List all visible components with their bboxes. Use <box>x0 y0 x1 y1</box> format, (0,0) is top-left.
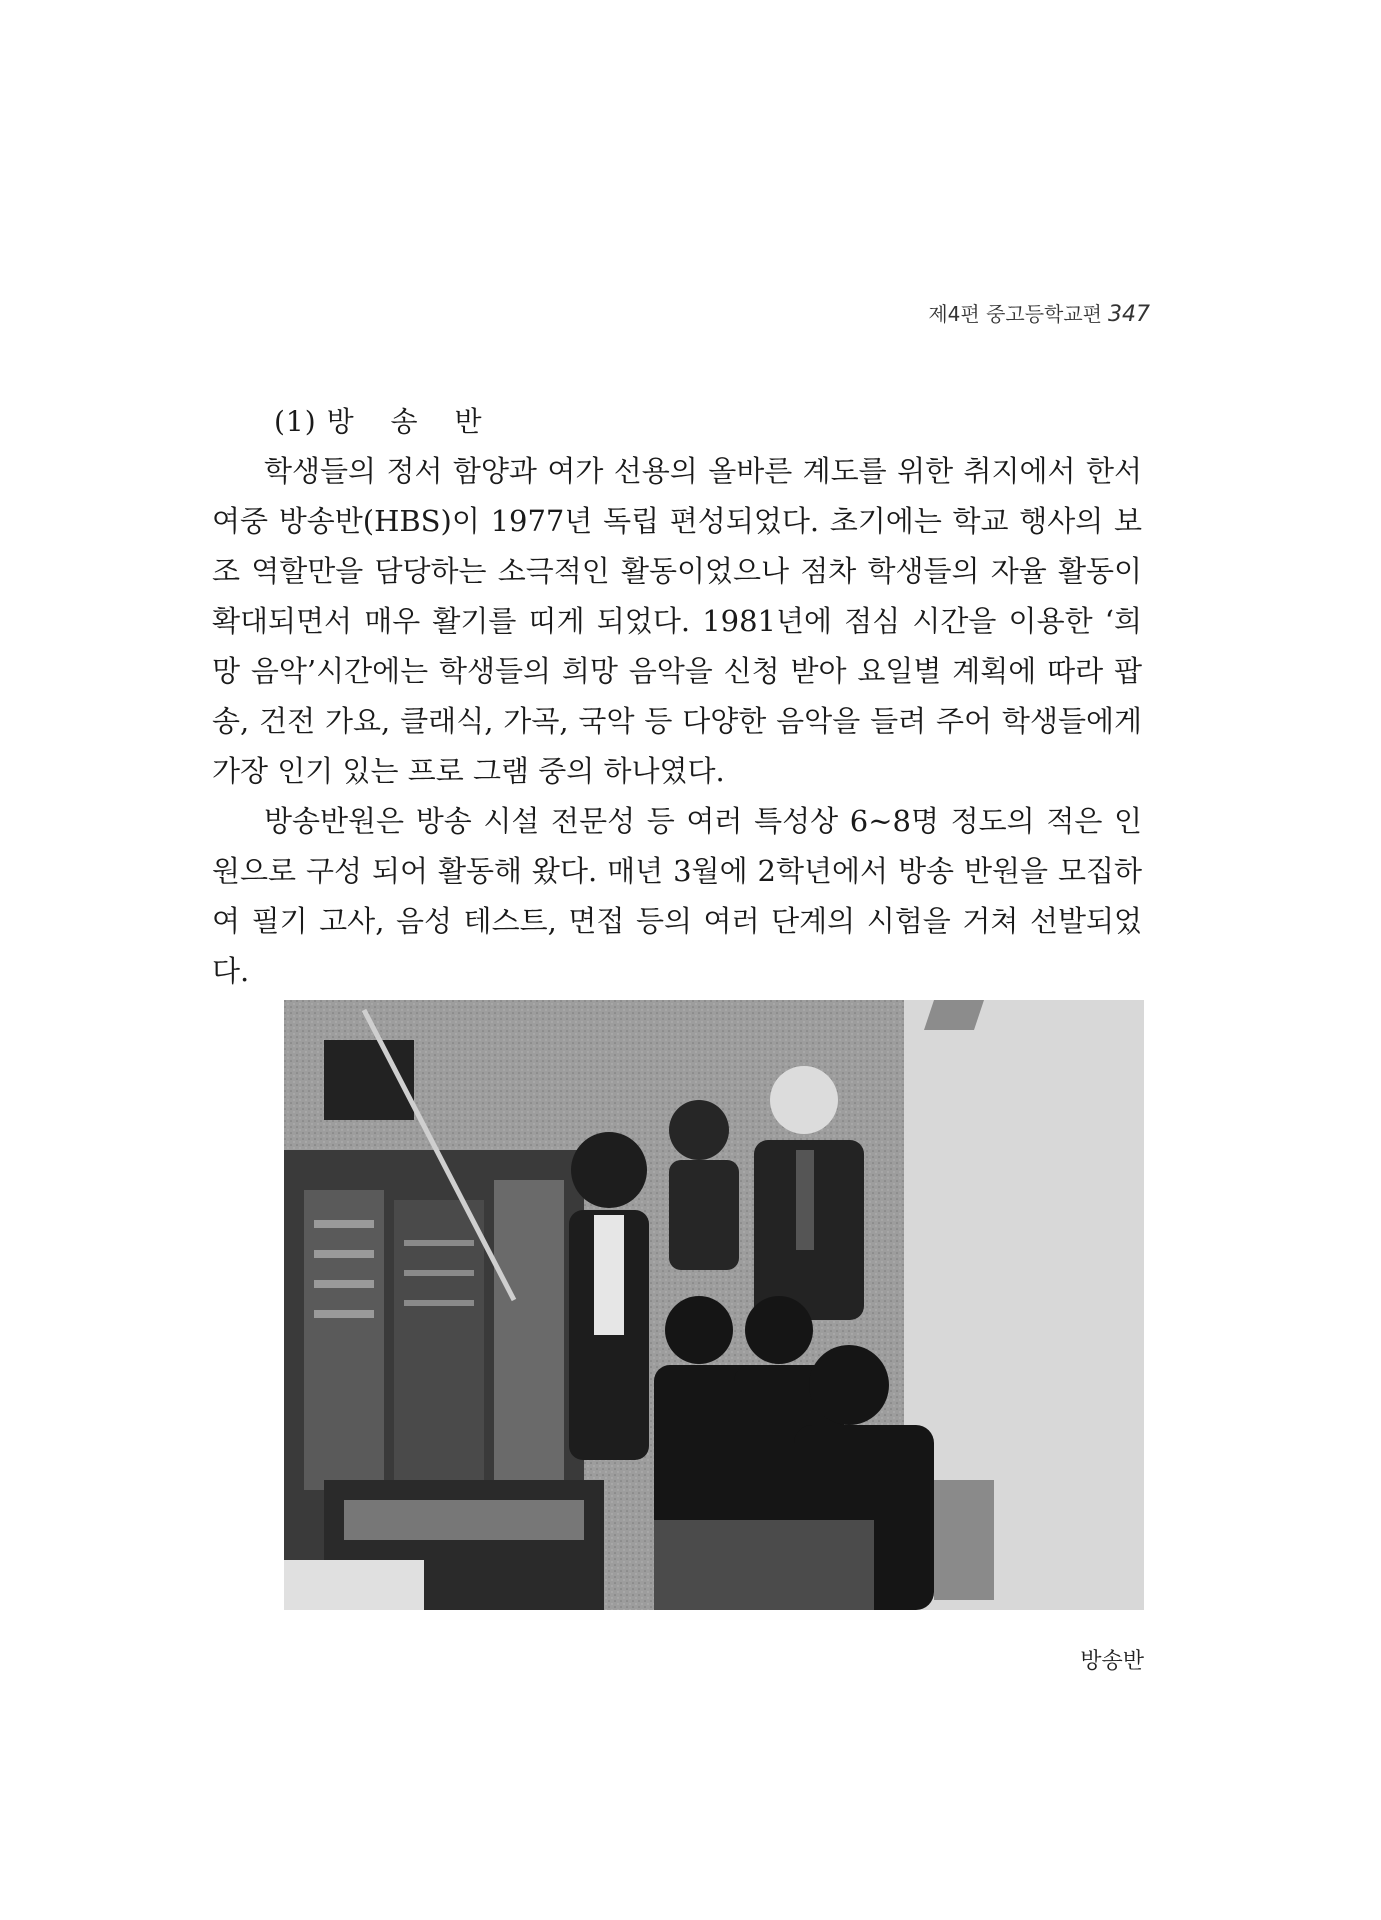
section-title: 방 송 반 <box>326 405 496 438</box>
standing-student-2 <box>669 1100 739 1270</box>
photo-illustration <box>284 1000 1144 1610</box>
section-heading <box>274 400 496 440</box>
paragraph-2: 방송반원은 방송 시설 전문성 등 여러 특성상 6~8명 정도의 적은 인원으로 구성 되어 활동해 왔다. 매년 3월에 2학년에서 방송 반원을 모집하여 필기 고사, 음성 테스트, 면접 등의 여러 단계의 시험을 거쳐 선발되었다. <box>212 804 1142 988</box>
mixing-console <box>284 1480 604 1610</box>
plaid-skirt <box>654 1520 874 1610</box>
chair <box>934 1480 994 1600</box>
section-number: (1) <box>274 405 317 438</box>
standing-student <box>569 1132 649 1460</box>
page-number: 347 <box>1108 302 1150 327</box>
body-text <box>212 446 1142 996</box>
running-title: 제4편 중고등학교편 <box>928 302 1102 326</box>
broadcast-club-photo <box>284 1000 1144 1610</box>
scan-mark <box>924 1000 984 1030</box>
figure-caption: 방송반 <box>1080 1649 1144 1674</box>
paragraph-1: 학생들의 정서 함양과 여가 선용의 올바른 계도를 위한 취지에서 한서여중 방송반(HBS)이 1977년 독립 편성되었다. 초기에는 학교 행사의 보조 역할만을 담당하는 소극적인 활동이었으나 점차 학생들의 자율 활동이 확대되면서 매우 활기를 띠게 되었다. 1981년에 점심 시간을 이용한 ‘희망 음악’시간에는 학생들의 희망 음악을 신청 받아 요일별 계획에 따라 팝송, 건전 가요, 클래식, 가곡, 국악 등 다양한 음악을 들려 주어 학생들에게 가장 인기 있는 프로 그램 중의 하나였다. <box>212 454 1142 788</box>
running-header <box>880 298 1150 327</box>
